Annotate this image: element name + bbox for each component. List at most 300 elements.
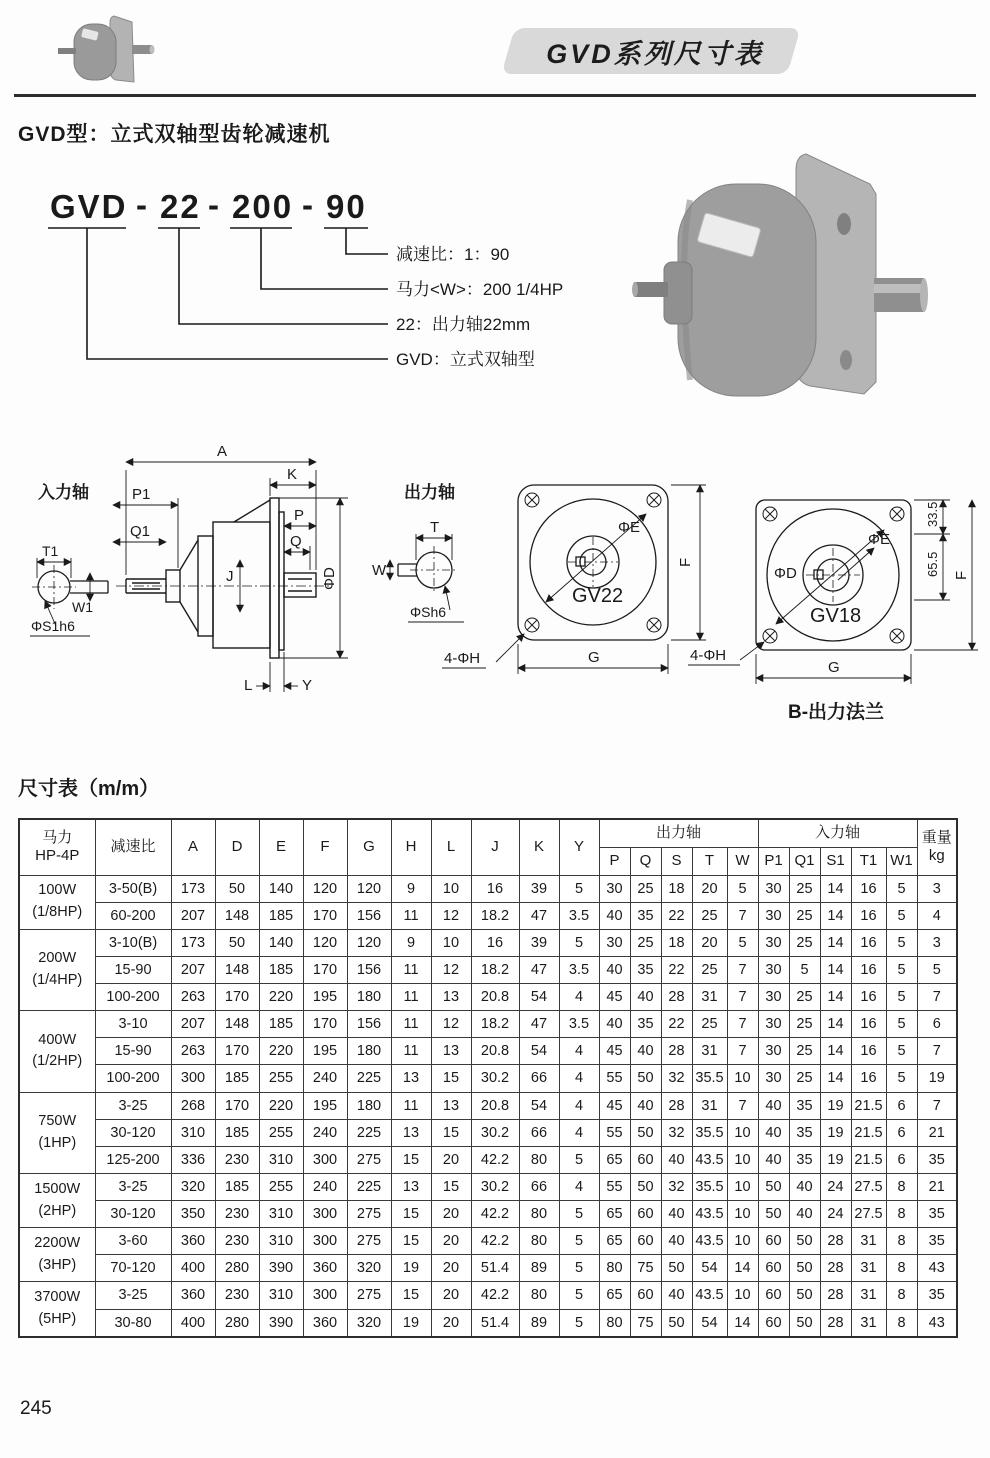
dim-cell: 6	[886, 1146, 917, 1173]
dim-cell: 14	[820, 1011, 851, 1038]
dim-cell: 185	[259, 1011, 303, 1038]
dim-cell: 8	[886, 1282, 917, 1309]
header-weight-line1: 重量	[921, 828, 952, 846]
dim-cell: 20	[431, 1146, 471, 1173]
dim-cell: 35	[630, 956, 661, 983]
dim-cell: 39	[519, 929, 559, 956]
dim-cell: 4	[917, 902, 957, 929]
model-code-callout: 22：出力轴22mm	[396, 315, 531, 334]
dim-cell: 50	[661, 1309, 692, 1337]
dim-cell: 4	[559, 984, 599, 1011]
dim-cell: 13	[431, 1038, 471, 1065]
dim-cell: 47	[519, 902, 559, 929]
dim-cell: 20	[431, 1255, 471, 1282]
dim-cell: 28	[820, 1228, 851, 1255]
dim-cell: 18.2	[471, 956, 519, 983]
dim-cell: 45	[599, 1092, 630, 1119]
dim-cell: 360	[303, 1309, 347, 1337]
dim-cell: 20.8	[471, 984, 519, 1011]
dim-cell: 25	[789, 984, 820, 1011]
dim-cell: 50	[789, 1309, 820, 1337]
dim-cell: 255	[259, 1119, 303, 1146]
dim-cell: 12	[431, 956, 471, 983]
ratio-cell: 70-120	[95, 1255, 171, 1282]
dim-cell: 8	[886, 1309, 917, 1337]
dim-cell: 4	[559, 1038, 599, 1065]
dim-cell: 120	[303, 929, 347, 956]
dim-cell: 50	[215, 929, 259, 956]
dim-cell: 9	[391, 875, 431, 902]
dim-cell: 148	[215, 1011, 259, 1038]
dim-cell: 240	[303, 1173, 347, 1200]
power-cell: 1500W (2HP)	[19, 1173, 95, 1227]
dim-cell: 50	[758, 1173, 789, 1200]
dim-cell: 240	[303, 1065, 347, 1092]
header-output-group: 出力轴	[599, 819, 758, 847]
dim-cell: 120	[347, 875, 391, 902]
dim-cell: 30	[599, 929, 630, 956]
dim-cell: 16	[851, 902, 886, 929]
dim-cell: 14	[820, 1038, 851, 1065]
dim-cell: 195	[303, 1092, 347, 1119]
dim-cell: 21	[917, 1119, 957, 1146]
header-dim: D	[215, 819, 259, 875]
dim-cell: 50	[789, 1228, 820, 1255]
header-dim: E	[259, 819, 303, 875]
dim-cell: 45	[599, 1038, 630, 1065]
dim-cell: 13	[391, 1173, 431, 1200]
dim-cell: 310	[171, 1119, 215, 1146]
product-photo	[628, 142, 930, 404]
table-row	[19, 1038, 957, 1065]
dim-cell: 14	[820, 902, 851, 929]
dim-cell: 28	[661, 984, 692, 1011]
table-row	[19, 1065, 957, 1092]
flange-caption: B-出力法兰	[788, 702, 885, 723]
dim-cell: 43.5	[692, 1282, 727, 1309]
gv18-phiE-label: ΦE	[868, 531, 890, 548]
dimension-table	[18, 818, 958, 1338]
dim-cell: 6	[886, 1092, 917, 1119]
dim-cell: 16	[851, 1011, 886, 1038]
dim-cell: 10	[727, 1119, 758, 1146]
header-dim: J	[471, 819, 519, 875]
dim-cell: 7	[727, 1038, 758, 1065]
dim-cell: 35	[917, 1146, 957, 1173]
dim-cell: 207	[171, 1011, 215, 1038]
dim-cell: 28	[820, 1282, 851, 1309]
dim-cell: 50	[789, 1282, 820, 1309]
dim-cell: 66	[519, 1119, 559, 1146]
dim-cell: 207	[171, 902, 215, 929]
dim-cell: 47	[519, 956, 559, 983]
dim-cell: 220	[259, 1038, 303, 1065]
table-header-row-1	[19, 819, 957, 847]
dim-cell: 20	[692, 875, 727, 902]
dim-cell: 195	[303, 984, 347, 1011]
dim-cell: 4	[559, 1173, 599, 1200]
dim-cell: 390	[259, 1309, 303, 1337]
header-input-col: T1	[851, 847, 886, 875]
dim-cell: 25	[789, 875, 820, 902]
dim-cell: 54	[692, 1255, 727, 1282]
dim-cell: 275	[347, 1228, 391, 1255]
header-input-col: P1	[758, 847, 789, 875]
table-row	[19, 1119, 957, 1146]
dim-cell: 268	[171, 1092, 215, 1119]
dim-cell: 21	[917, 1173, 957, 1200]
dim-cell: 30	[758, 875, 789, 902]
power-cell: 400W (1/2HP)	[19, 1011, 95, 1092]
dim-cell: 42.2	[471, 1228, 519, 1255]
dim-cell: 55	[599, 1173, 630, 1200]
gv18-G-label: G	[828, 659, 840, 676]
dim-cell: 35	[917, 1201, 957, 1228]
dim-cell: 19	[820, 1092, 851, 1119]
dim-cell: 31	[692, 984, 727, 1011]
dim-cell: 21.5	[851, 1092, 886, 1119]
ratio-cell: 100-200	[95, 984, 171, 1011]
dim-cell: 300	[303, 1282, 347, 1309]
ratio-cell: 3-60	[95, 1228, 171, 1255]
dim-cell: 16	[851, 956, 886, 983]
dim-cell: 35	[630, 902, 661, 929]
dim-cell: 35	[630, 1011, 661, 1038]
dim-cell: 7	[917, 1092, 957, 1119]
header-output-col: W	[727, 847, 758, 875]
dim-cell: 310	[259, 1146, 303, 1173]
dim-cell: 5	[559, 875, 599, 902]
dim-cell: 10	[727, 1201, 758, 1228]
dim-cell: 54	[519, 1038, 559, 1065]
dim-label-W: W	[372, 562, 387, 579]
dim-cell: 225	[347, 1119, 391, 1146]
dim-cell: 25	[630, 929, 661, 956]
dim-cell: 6	[917, 1011, 957, 1038]
dim-cell: 24	[820, 1201, 851, 1228]
dim-cell: 43.5	[692, 1228, 727, 1255]
dim-label-L: L	[244, 677, 253, 694]
dim-cell: 300	[171, 1065, 215, 1092]
dim-cell: 42.2	[471, 1282, 519, 1309]
dim-cell: 7	[917, 1038, 957, 1065]
dim-cell: 16	[471, 929, 519, 956]
dim-cell: 65	[599, 1282, 630, 1309]
dim-cell: 275	[347, 1201, 391, 1228]
dim-cell: 7	[727, 1092, 758, 1119]
dim-cell: 320	[347, 1309, 391, 1337]
dim-cell: 60	[630, 1282, 661, 1309]
dim-cell: 5	[559, 929, 599, 956]
header-power	[19, 819, 95, 875]
dim-cell: 80	[519, 1146, 559, 1173]
dim-cell: 65	[599, 1201, 630, 1228]
dim-cell: 66	[519, 1065, 559, 1092]
dim-cell: 40	[661, 1282, 692, 1309]
dim-cell: 320	[347, 1255, 391, 1282]
dim-cell: 15	[431, 1065, 471, 1092]
dim-cell: 32	[661, 1065, 692, 1092]
dim-cell: 54	[519, 984, 559, 1011]
dim-cell: 30	[758, 1065, 789, 1092]
dim-cell: 310	[259, 1201, 303, 1228]
dim-cell: 15	[391, 1228, 431, 1255]
dim-cell: 10	[431, 875, 471, 902]
dim-cell: 336	[171, 1146, 215, 1173]
dim-cell: 14	[820, 956, 851, 983]
header-output-col: P	[599, 847, 630, 875]
dim-cell: 18.2	[471, 902, 519, 929]
dim-cell: 20.8	[471, 1092, 519, 1119]
model-code-callout: 减速比：1：90	[396, 245, 510, 264]
dim-cell: 80	[519, 1201, 559, 1228]
dim-label-T: T	[430, 519, 440, 536]
dim-cell: 31	[692, 1038, 727, 1065]
dim-cell: 16	[851, 984, 886, 1011]
ratio-cell: 30-80	[95, 1309, 171, 1337]
dimension-table-body	[19, 875, 957, 1337]
dim-cell: 11	[391, 1038, 431, 1065]
power-cell: 2200W (3HP)	[19, 1228, 95, 1282]
dim-cell: 35.5	[692, 1065, 727, 1092]
dim-cell: 7	[727, 956, 758, 983]
model-code-callout: 马力<W>：200 1/4HP	[396, 280, 564, 299]
dim-cell: 13	[431, 1092, 471, 1119]
dim-cell: 16	[851, 875, 886, 902]
dim-cell: 35	[917, 1228, 957, 1255]
dim-label-Q1: Q1	[130, 523, 151, 540]
dim-cell: 3	[917, 929, 957, 956]
dim-cell: 185	[215, 1173, 259, 1200]
header-input-col: W1	[886, 847, 917, 875]
dim-cell: 140	[259, 875, 303, 902]
dim-cell: 255	[259, 1065, 303, 1092]
dim-cell: 27.5	[851, 1201, 886, 1228]
dim-cell: 13	[431, 984, 471, 1011]
dim-cell: 40	[758, 1092, 789, 1119]
dim-cell: 13	[391, 1065, 431, 1092]
dim-cell: 25	[789, 902, 820, 929]
header-dim: H	[391, 819, 431, 875]
dim-cell: 25	[692, 1011, 727, 1038]
dim-cell: 40	[630, 1092, 661, 1119]
header-power-line2: HP-4P	[35, 847, 80, 865]
dim-cell: 275	[347, 1282, 391, 1309]
output-shaft-title: 出力轴	[404, 483, 455, 502]
dim-cell: 14	[820, 1065, 851, 1092]
dim-cell: 65	[599, 1146, 630, 1173]
dim-cell: 5	[886, 902, 917, 929]
header-output-col: Q	[630, 847, 661, 875]
dim-cell: 60	[630, 1201, 661, 1228]
model-code-segment: GVD	[50, 188, 128, 225]
dim-cell: 300	[303, 1201, 347, 1228]
header-weight-line2: kg	[928, 847, 945, 865]
ratio-cell: 3-25	[95, 1092, 171, 1119]
dim-cell: 3.5	[559, 1011, 599, 1038]
dim-label-Q: Q	[290, 533, 302, 550]
dim-cell: 51.4	[471, 1309, 519, 1337]
model-code-segment: 200	[232, 188, 294, 225]
dim-label-A: A	[217, 443, 228, 460]
dim-cell: 55	[599, 1065, 630, 1092]
dim-cell: 15	[391, 1282, 431, 1309]
dim-cell: 27.5	[851, 1173, 886, 1200]
dim-cell: 25	[692, 956, 727, 983]
dim-cell: 14	[727, 1309, 758, 1337]
model-code-diagram	[40, 182, 615, 372]
dim-cell: 30	[758, 984, 789, 1011]
dim-cell: 170	[303, 902, 347, 929]
dim-cell: 30	[758, 1011, 789, 1038]
dim-cell: 16	[851, 929, 886, 956]
dim-cell: 230	[215, 1282, 259, 1309]
dim-cell: 60	[758, 1228, 789, 1255]
dim-cell: 50	[630, 1173, 661, 1200]
dim-cell: 28	[661, 1038, 692, 1065]
dim-cell: 42.2	[471, 1146, 519, 1173]
dim-cell: 5	[886, 984, 917, 1011]
side-view-drawing	[18, 440, 490, 738]
ratio-cell: 100-200	[95, 1065, 171, 1092]
dim-cell: 40	[599, 1011, 630, 1038]
dim-cell: 35.5	[692, 1173, 727, 1200]
dim-cell: 28	[820, 1309, 851, 1337]
dim-cell: 180	[347, 984, 391, 1011]
dim-cell: 11	[391, 902, 431, 929]
dim-label-phiSh6: ΦSh6	[410, 604, 447, 620]
dim-cell: 7	[727, 902, 758, 929]
dim-cell: 80	[519, 1228, 559, 1255]
dim-cell: 40	[758, 1119, 789, 1146]
dim-cell: 22	[661, 956, 692, 983]
dim-cell: 390	[259, 1255, 303, 1282]
dim-cell: 75	[630, 1255, 661, 1282]
dim-cell: 30	[758, 929, 789, 956]
dim-cell: 20	[692, 929, 727, 956]
dim-cell: 185	[215, 1119, 259, 1146]
dim-cell: 350	[171, 1201, 215, 1228]
ratio-cell: 15-90	[95, 1038, 171, 1065]
dim-cell: 11	[391, 1092, 431, 1119]
gv18-name: GV18	[810, 605, 862, 627]
dim-label-phiS1h6: ΦS1h6	[31, 618, 75, 634]
header-dim: Y	[559, 819, 599, 875]
dim-cell: 5	[559, 1309, 599, 1337]
model-code-segment: 90	[326, 188, 367, 225]
dim-cell: 5	[886, 1011, 917, 1038]
dim-cell: 24	[820, 1173, 851, 1200]
gv18-4phiH-label: 4-ΦH	[690, 647, 727, 664]
table-row	[19, 1146, 957, 1173]
dim-cell: 40	[758, 1146, 789, 1173]
ratio-cell: 30-120	[95, 1119, 171, 1146]
dim-cell: 19	[917, 1065, 957, 1092]
dim-cell: 10	[727, 1173, 758, 1200]
gv18-F-label: F	[953, 570, 970, 580]
dim-cell: 120	[347, 929, 391, 956]
table-row	[19, 984, 957, 1011]
dash: -	[208, 186, 221, 223]
dim-cell: 5	[559, 1255, 599, 1282]
dim-cell: 5	[727, 875, 758, 902]
dim-cell: 10	[727, 1146, 758, 1173]
dim-cell: 8	[886, 1173, 917, 1200]
power-cell: 3700W (5HP)	[19, 1282, 95, 1337]
dim-cell: 170	[303, 956, 347, 983]
table-row	[19, 875, 957, 902]
dim-cell: 3	[917, 875, 957, 902]
dim-cell: 35	[789, 1146, 820, 1173]
dim-cell: 156	[347, 1011, 391, 1038]
dim-cell: 225	[347, 1173, 391, 1200]
dim-cell: 156	[347, 902, 391, 929]
table-row	[19, 1282, 957, 1309]
dim-cell: 16	[851, 1038, 886, 1065]
dim-cell: 20	[431, 1228, 471, 1255]
dim-cell: 18.2	[471, 1011, 519, 1038]
header-dim: K	[519, 819, 559, 875]
dim-cell: 15	[391, 1146, 431, 1173]
dim-cell: 50	[661, 1255, 692, 1282]
dim-cell: 320	[171, 1173, 215, 1200]
dim-cell: 19	[391, 1255, 431, 1282]
dim-cell: 66	[519, 1173, 559, 1200]
dim-cell: 60	[630, 1228, 661, 1255]
table-row	[19, 1309, 957, 1337]
dim-cell: 54	[519, 1092, 559, 1119]
dim-label-phiD: ΦD	[321, 567, 338, 590]
dim-cell: 21.5	[851, 1146, 886, 1173]
dim-cell: 148	[215, 902, 259, 929]
dim-cell: 185	[259, 956, 303, 983]
dim-cell: 16	[471, 875, 519, 902]
dim-cell: 40	[630, 984, 661, 1011]
dim-cell: 5	[917, 956, 957, 983]
dim-cell: 220	[259, 1092, 303, 1119]
dim-cell: 25	[789, 1065, 820, 1092]
dim-cell: 6	[886, 1119, 917, 1146]
dim-cell: 31	[851, 1309, 886, 1337]
ratio-cell: 3-50(B)	[95, 875, 171, 902]
dim-cell: 173	[171, 929, 215, 956]
dim-cell: 14	[820, 984, 851, 1011]
dim-cell: 28	[661, 1092, 692, 1119]
dim-cell: 173	[171, 875, 215, 902]
dim-cell: 32	[661, 1119, 692, 1146]
dim-cell: 50	[215, 875, 259, 902]
header-ratio: 减速比	[95, 819, 171, 875]
dim-cell: 7	[917, 984, 957, 1011]
gv22-F-label: F	[677, 557, 694, 567]
dim-cell: 60	[758, 1255, 789, 1282]
dim-cell: 5	[789, 956, 820, 983]
dim-cell: 5	[559, 1228, 599, 1255]
dim-cell: 360	[171, 1228, 215, 1255]
dim-cell: 43.5	[692, 1201, 727, 1228]
dim-cell: 310	[259, 1228, 303, 1255]
ratio-cell: 3-10	[95, 1011, 171, 1038]
header-dim: F	[303, 819, 347, 875]
dim-cell: 255	[259, 1173, 303, 1200]
dim-cell: 11	[391, 956, 431, 983]
dim-label-T1: T1	[42, 543, 59, 559]
header-dim: G	[347, 819, 391, 875]
table-row	[19, 1092, 957, 1119]
dim-cell: 51.4	[471, 1255, 519, 1282]
dim-cell: 40	[661, 1228, 692, 1255]
dim-cell: 50	[630, 1065, 661, 1092]
